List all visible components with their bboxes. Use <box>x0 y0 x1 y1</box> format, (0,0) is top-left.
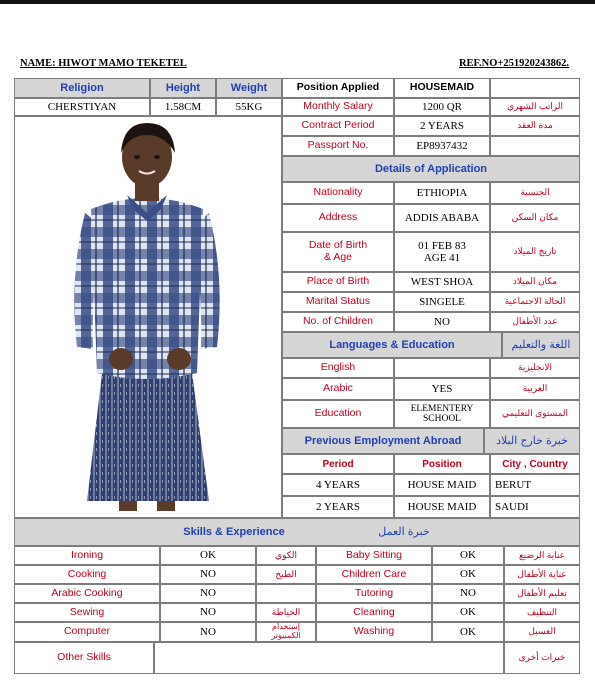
position-applied-label: Position Applied <box>282 78 394 98</box>
address-arabic: مكان السكن <box>490 204 580 232</box>
position-applied-empty <box>490 78 580 98</box>
birth-date-age-value: 01 FEB 83 AGE 41 <box>394 232 490 272</box>
education-value: ELEMENTERY SCHOOL <box>394 400 490 428</box>
skill-tutoring-value: NO <box>432 584 504 603</box>
skill-computer-label: Computer <box>14 622 160 642</box>
employment-period-2: 2 YEARS <box>282 496 394 518</box>
skill-washing-value: OK <box>432 622 504 642</box>
contract-period-value: 2 YEARS <box>394 116 490 136</box>
right-hand <box>167 348 191 370</box>
birth-date-age-label: Date of Birth & Age <box>282 232 394 272</box>
skill-tutoring-label: Tutoring <box>316 584 432 603</box>
nationality-value: ETHIOPIA <box>394 182 490 204</box>
skill-baby-sitting-value: OK <box>432 546 504 565</box>
skill-sewing-arabic: الخياطة <box>256 603 316 622</box>
skill-cooking-value: NO <box>160 565 256 584</box>
nationality-arabic: الجنسية <box>490 182 580 204</box>
other-skills-value <box>154 642 504 674</box>
skill-baby-sitting-label: Baby Sitting <box>316 546 432 565</box>
employment-country-1: BERUT <box>490 474 580 496</box>
place-of-birth-arabic: مكان الميلاد <box>490 272 580 292</box>
marital-status-arabic: الحالة الاجتماعية <box>490 292 580 312</box>
skill-computer-arabic: إستخدام الكمبيوتر <box>256 622 316 642</box>
contract-period-label: Contract Period <box>282 116 394 136</box>
languages-section-arabic: اللغة والتعليم <box>502 332 580 358</box>
skill-arabic-cooking-value: NO <box>160 584 256 603</box>
address-label: Address <box>282 204 394 232</box>
skill-washing-label: Washing <box>316 622 432 642</box>
skill-cleaning-value: OK <box>432 603 504 622</box>
employment-section-arabic: خبرة خارج البلاد <box>484 428 580 454</box>
height-header: Height <box>150 78 216 98</box>
skills-section-arabic: خبرة العمل <box>378 526 430 538</box>
english-arabic: الانجليزية <box>490 358 580 378</box>
employment-period-1: 4 YEARS <box>282 474 394 496</box>
english-label: English <box>282 358 394 378</box>
monthly-salary-arabic: الراتب الشهري <box>490 98 580 116</box>
weight-header: Weight <box>216 78 282 98</box>
position-applied-value: HOUSEMAID <box>394 78 490 98</box>
skill-washing-arabic: الغسيل <box>504 622 580 642</box>
candidate-photo-illustration <box>15 117 282 518</box>
skill-ironing-label: Ironing <box>14 546 160 565</box>
left-hand <box>109 348 133 370</box>
skill-children-care-arabic: عناية الأطفال <box>504 565 580 584</box>
employment-position-1: HOUSE MAID <box>394 474 490 496</box>
skirt-shape <box>87 365 209 501</box>
candidate-photo <box>14 116 282 518</box>
religion-value: CHERSTIYAN <box>14 98 150 116</box>
employment-section-title: Previous Employment Abroad <box>282 428 484 454</box>
skill-cooking-label: Cooking <box>14 565 160 584</box>
place-of-birth-label: Place of Birth <box>282 272 394 292</box>
skill-cleaning-label: Cleaning <box>316 603 432 622</box>
education-label: Education <box>282 400 394 428</box>
skill-ironing-arabic: الكوي <box>256 546 316 565</box>
left-eye <box>134 155 140 159</box>
skill-tutoring-arabic: تعليم الأطفال <box>504 584 580 603</box>
arabic-arabic: العربية <box>490 378 580 400</box>
passport-value: EP8937432 <box>394 136 490 156</box>
application-sheet <box>14 78 580 674</box>
skill-children-care-label: Children Care <box>316 565 432 584</box>
children-count-value: NO <box>394 312 490 332</box>
right-foot <box>157 501 175 511</box>
employment-period-header: Period <box>282 454 394 474</box>
skill-arabic-cooking-label: Arabic Cooking <box>14 584 160 603</box>
children-count-label: No. of Children <box>282 312 394 332</box>
children-count-arabic: عدد الأطفال <box>490 312 580 332</box>
nationality-label: Nationality <box>282 182 394 204</box>
skills-section-title: Skills & Experience <box>183 526 285 538</box>
skill-ironing-value: OK <box>160 546 256 565</box>
employment-position-header: Position <box>394 454 490 474</box>
education-arabic: المستوى التعليمي <box>490 400 580 428</box>
skill-cleaning-arabic: التنظيف <box>504 603 580 622</box>
religion-header: Religion <box>14 78 150 98</box>
arabic-value: YES <box>394 378 490 400</box>
skill-sewing-value: NO <box>160 603 256 622</box>
skill-baby-sitting-arabic: عناية الرضيع <box>504 546 580 565</box>
employment-country-header: City , Country <box>490 454 580 474</box>
arabic-label: Arabic <box>282 378 394 400</box>
height-value: 1.58CM <box>150 98 216 116</box>
marital-status-value: SINGELE <box>394 292 490 312</box>
other-skills-arabic: خبرات أخرى <box>504 642 580 674</box>
skill-cooking-arabic: الطبخ <box>256 565 316 584</box>
employment-position-2: HOUSE MAID <box>394 496 490 518</box>
marital-status-label: Marital Status <box>282 292 394 312</box>
contract-period-arabic: مدة العقد <box>490 116 580 136</box>
other-skills-label: Other Skills <box>14 642 154 674</box>
reference-number: REF.NO+251920243862. <box>458 58 569 69</box>
passport-empty <box>490 136 580 156</box>
passport-label: Passport No. <box>282 136 394 156</box>
place-of-birth-value: WEST SHOA <box>394 272 490 292</box>
monthly-salary-value: 1200 QR <box>394 98 490 116</box>
right-eye <box>154 155 160 159</box>
birth-date-arabic: تاريخ الميلاد <box>490 232 580 272</box>
candidate-name: NAME: HIWOT MAMO TEKETEL <box>20 58 187 69</box>
address-value: ADDIS ABABA <box>394 204 490 232</box>
top-edge-bar <box>0 0 595 4</box>
weight-value: 55KG <box>216 98 282 116</box>
skill-sewing-label: Sewing <box>14 603 160 622</box>
monthly-salary-label: Monthly Salary <box>282 98 394 116</box>
left-foot <box>119 501 137 511</box>
skill-computer-value: NO <box>160 622 256 642</box>
languages-section-title: Languages & Education <box>282 332 502 358</box>
details-section-title: Details of Application <box>282 156 580 182</box>
skill-arabic-cooking-arabic <box>256 584 316 603</box>
employment-country-2: SAUDI <box>490 496 580 518</box>
skill-children-care-value: OK <box>432 565 504 584</box>
english-value <box>394 358 490 378</box>
